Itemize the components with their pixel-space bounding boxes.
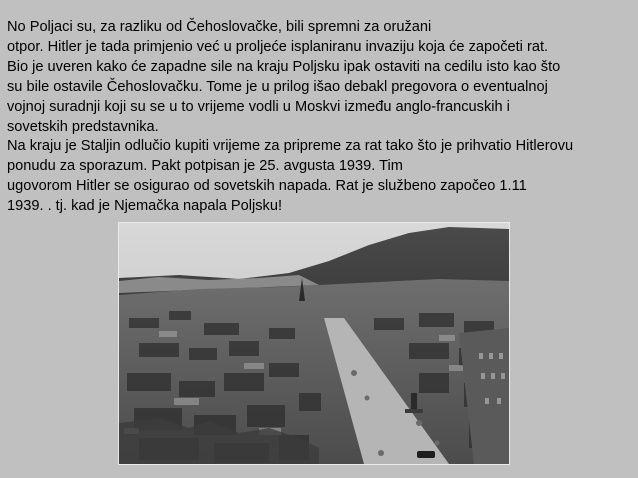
text-line-2: otpor. Hitler je tada primjenio već u proljeće isplaniranu invaziju koja će započeti rat. bbox=[7, 38, 549, 55]
text-line-6: sovetskih predstavnika. bbox=[7, 118, 159, 135]
city-ruins-photo-drawing bbox=[119, 223, 509, 464]
text-line-3: Bio je uveren kako će zapadne sile na kraju Poljsku ipak ostaviti na cedilu isto kao što bbox=[7, 58, 561, 75]
text-line-7: Na kraju je Staljin odlučio kupiti vrijeme za pripreme za rat tako što je prihvatio Hitlerovu bbox=[7, 138, 574, 155]
text-line-4: su bile ostavile Čehoslovačku. Tome je u prilog išao debakl pregovora o eventualnoj bbox=[7, 78, 548, 95]
text-line-5: vojnoj suradnji koji su se u to vrijeme vodli u Moskvi između anglo-francuskih i bbox=[7, 98, 510, 115]
text-line-9: ugovorom Hitler se osigurao od sovetskih napada. Rat je službeno započeo 1.11 bbox=[7, 178, 527, 195]
city-ruins-photo bbox=[118, 222, 510, 465]
text-line-10: 1939. . tj. kad je Njemačka napala Poljsku! bbox=[7, 198, 283, 215]
text-line-8: ponudu za sporazum. Pakt potpisan je 25. avgusta 1939. Tim bbox=[7, 158, 403, 175]
text-line-1: No Poljaci su, za razliku od Čehoslovačke, bili spremni za oružani bbox=[7, 19, 432, 35]
body-text bbox=[7, 18, 635, 217]
